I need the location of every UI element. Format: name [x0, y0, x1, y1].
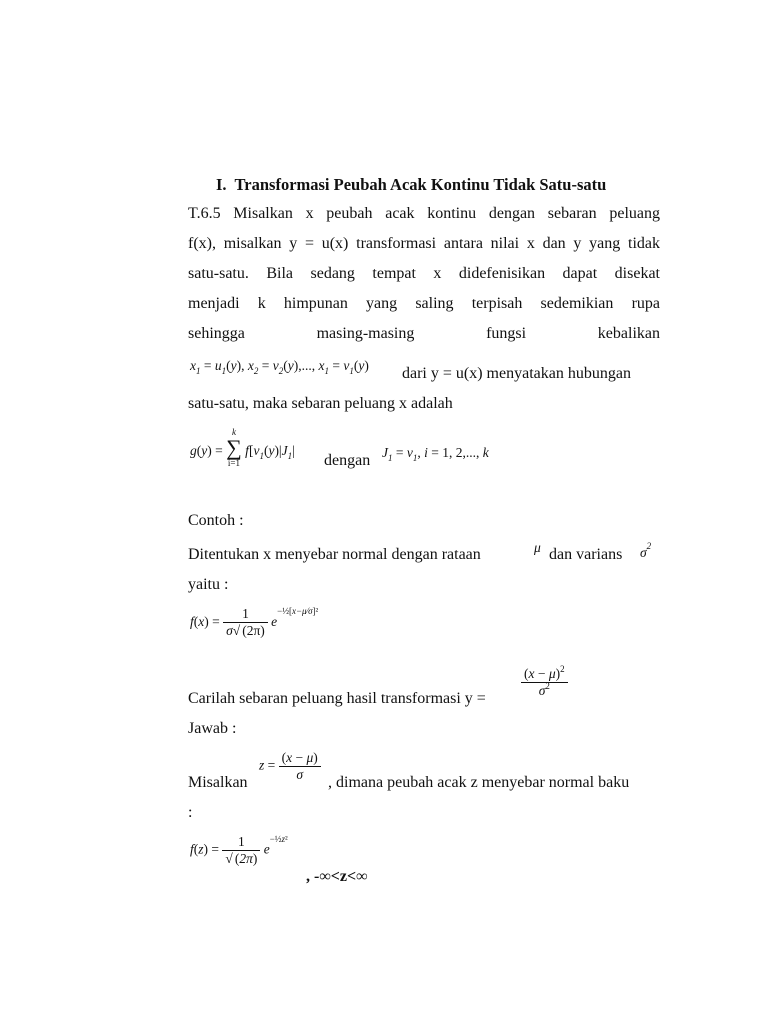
transformation-y-formula: $\frac{(x - \mu)^2}{\sigma^2}$ [521, 666, 568, 699]
section-heading [216, 175, 606, 195]
dengan-label: dengan [324, 452, 371, 469]
normal-pdf-formula: f(x) = $\frac{1}{\sigma√ (2\pi)}$ $e^{-\frac{1}{2}[x-\mu⁄\sigma]^2}$ [190, 605, 319, 638]
standard-normal-pdf-formula: f(z) = $\frac{1}{√ (2\pi)}$ $e^{-\frac{1}{2}z^2}$ [190, 833, 288, 866]
answer-label: Jawab : [188, 720, 237, 737]
misalkan-label: Misalkan [188, 774, 248, 791]
theorem-line-7: satu-satu, maka sebaran peluang x adalah [188, 395, 453, 412]
theorem-line-3: satu-satu. Bila sedang tempat x didefenisikan dapat disekat [188, 265, 660, 282]
section-title: Transformasi Peubah Acak Kontinu Tidak Satu-satu [234, 175, 607, 194]
theorem-line-1: T.6.5 Misalkan x peubah acak kontinu dengan sebaran peluang [188, 205, 660, 222]
theorem-line-6: dari y = u(x) menyatakan hubungan [402, 365, 631, 382]
pdf-sum-formula: g(y) = k ∑ i=1 $f[v_1(y)|J_1|$ [190, 427, 295, 468]
misalkan-suffix: , dimana peubah acak z menyebar normal baku [328, 774, 630, 791]
theorem-line-2: f(x), misalkan y = u(x) transformasi antara nilai x dan y yang tidak [188, 235, 660, 252]
example-given-suffix: yaitu : [188, 576, 229, 593]
mu-symbol: μ [534, 540, 541, 555]
trailing-colon: : [188, 804, 193, 821]
theorem-line-5: sehingga masing-masing fungsi kebalikan [188, 325, 660, 342]
theorem-line-4: menjadi k himpunan yang saling terpisah sedemikian rupa [188, 295, 660, 312]
z-standardization-formula: z = $\frac{(x - \mu)}{\sigma}$ [259, 750, 321, 783]
z-range: , -∞<z<∞ [306, 868, 368, 885]
jacobian-equation: $J_1 = v_1$, i = 1, 2,..., k [382, 445, 489, 463]
inverse-functions-equation: $x_1 = u_1(y)$, $x_2 = v_2(y)$,..., $x_1 = v_1(y)$ [190, 358, 369, 376]
example-given-middle: dan varians [549, 546, 623, 563]
example-given-prefix: Ditentukan x menyebar normal dengan rataan [188, 546, 481, 563]
example-label: Contoh : [188, 512, 244, 529]
sigma-squared-symbol: $\sigma^2$ [640, 541, 652, 560]
question-text: Carilah sebaran peluang hasil transformasi y = [188, 690, 486, 707]
section-number: I. [216, 175, 227, 194]
